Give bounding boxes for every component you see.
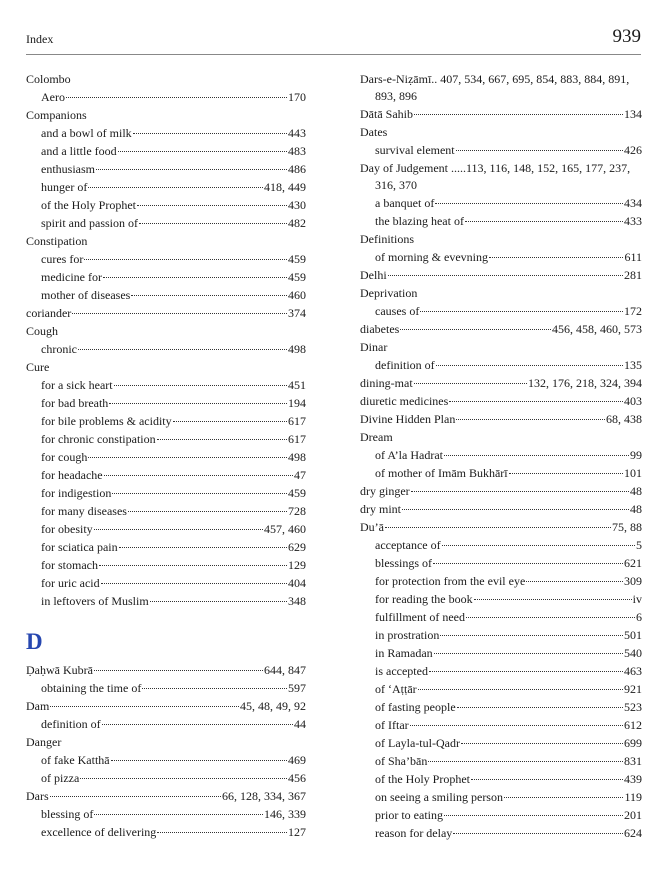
entry-term: reason for delay — [375, 826, 453, 840]
entry-pages: 374 — [288, 306, 306, 320]
dot-leader — [142, 688, 287, 689]
dot-leader — [526, 581, 623, 582]
dot-leader — [457, 707, 623, 708]
entry-pages: 403 — [624, 394, 642, 408]
dot-leader — [111, 760, 287, 761]
section-letter-d: D — [26, 629, 43, 654]
index-entry — [360, 106, 642, 123]
entry-pages: 463 — [624, 664, 642, 678]
dot-leader — [157, 832, 287, 833]
dot-leader — [509, 473, 623, 474]
index-subentry — [360, 447, 642, 464]
index-subentry — [360, 699, 642, 716]
dot-leader — [84, 259, 287, 260]
entry-pages: 469 — [288, 753, 306, 767]
entry-pages: 348 — [288, 594, 306, 608]
entry-pages: 439 — [624, 772, 642, 786]
entry-term: cures for — [41, 252, 84, 266]
entry-pages: 699 — [624, 736, 642, 750]
dot-leader — [109, 403, 287, 404]
entry-pages: 426 — [624, 143, 642, 157]
entry-term: for bad breath — [41, 396, 109, 410]
index-subentry — [26, 467, 306, 484]
dot-leader — [453, 833, 623, 834]
entry-term: definition of — [41, 717, 101, 731]
dot-leader — [414, 114, 623, 115]
entry-pages: 501 — [624, 628, 642, 642]
dot-leader — [385, 527, 611, 528]
entry-term: in prostration — [375, 628, 440, 642]
index-entry — [360, 321, 642, 338]
index-heading: Deprivation — [360, 286, 418, 300]
index-subentry — [26, 716, 306, 733]
dot-leader — [94, 814, 263, 815]
entry-pages: 101 — [624, 466, 642, 480]
entry-pages: 430 — [288, 198, 306, 212]
page-header — [26, 24, 641, 55]
entry-term: of ‘Aṭṭār — [375, 682, 417, 696]
dot-leader — [66, 97, 287, 98]
entry-pages: 44 — [294, 717, 306, 731]
entry-pages: 728 — [288, 504, 306, 518]
dot-leader — [411, 491, 629, 492]
index-subentry — [360, 735, 642, 752]
index-column-left — [26, 71, 306, 842]
index-subentry — [360, 249, 642, 266]
entry-term: dry ginger — [360, 484, 410, 498]
dot-leader — [436, 365, 623, 366]
entry-pages: 451 — [288, 378, 306, 392]
entry-pages: 617 — [288, 432, 306, 446]
index-heading: Cough — [26, 324, 59, 338]
entry-pages: 540 — [624, 646, 642, 660]
entry-pages: 134 — [624, 107, 642, 121]
dot-leader — [133, 133, 287, 134]
entry-pages: 129 — [288, 558, 306, 572]
entry-term: enthusiasm — [41, 162, 95, 176]
dot-leader — [442, 545, 635, 546]
index-entry — [360, 267, 642, 284]
entry-pages: 482 — [288, 216, 306, 230]
entry-term: medicine for — [41, 270, 102, 284]
entry-term: of mother of Imām Bukhārī — [375, 466, 508, 480]
entry-pages: 45, 48, 49, 92 — [240, 699, 306, 713]
dot-leader — [80, 778, 287, 779]
index-heading: Dates — [360, 125, 388, 139]
index-subentry — [26, 251, 306, 268]
entry-term: is accepted — [375, 664, 428, 678]
index-entry — [26, 788, 306, 805]
index-subentry — [26, 269, 306, 286]
index-subentry — [26, 89, 306, 106]
index-subentry — [26, 521, 306, 538]
entry-term: dry mint — [360, 502, 401, 516]
entry-term: for obesity — [41, 522, 93, 536]
index-subentry — [26, 539, 306, 556]
entry-term: for reading the book — [375, 592, 473, 606]
entry-pages: 99 — [630, 448, 642, 462]
entry-term: and a little food — [41, 144, 117, 158]
entry-pages: 612 — [624, 718, 642, 732]
entry-pages: 459 — [288, 252, 306, 266]
dot-leader — [119, 547, 287, 548]
index-subentry — [26, 413, 306, 430]
entry-term: for sciatica pain — [41, 540, 118, 554]
index-subentry — [360, 537, 642, 554]
dot-leader — [489, 257, 623, 258]
index-subentry — [360, 213, 642, 230]
dot-leader — [465, 221, 623, 222]
entry-term: Divine Hidden Plan — [360, 412, 456, 426]
index-subentry — [26, 377, 306, 394]
index-subentry — [360, 807, 642, 824]
index-subentry — [360, 753, 642, 770]
header-title: Index — [26, 32, 54, 46]
dot-leader — [102, 724, 293, 725]
entry-term: dining-mat — [360, 376, 413, 390]
entry-pages: 831 — [624, 754, 642, 768]
entry-pages: 127 — [288, 825, 306, 839]
dot-leader — [466, 617, 635, 618]
index-subentry — [360, 825, 642, 842]
entry-pages: 459 — [288, 270, 306, 284]
entry-pages: 486 — [288, 162, 306, 176]
dot-leader — [128, 511, 287, 512]
entry-term: of the Holy Prophet — [41, 198, 136, 212]
index-subentry — [360, 465, 642, 482]
entry-pages: 434 — [624, 196, 642, 210]
dot-leader — [157, 439, 287, 440]
dot-leader — [94, 529, 263, 530]
index-subentry — [26, 752, 306, 769]
entry-term: Dars — [26, 789, 49, 803]
entry-pages: 483 — [288, 144, 306, 158]
entry-pages: 433 — [624, 214, 642, 228]
entry-pages: 47 — [294, 468, 306, 482]
entry-term: hunger of — [41, 180, 88, 194]
index-subentry — [26, 770, 306, 787]
entry-pages: 459 — [288, 486, 306, 500]
entry-term: mother of diseases — [41, 288, 131, 302]
entry-term: for stomach — [41, 558, 98, 572]
entry-pages: 611 — [624, 250, 642, 264]
entry-term: of the Holy Prophet — [375, 772, 470, 786]
index-entry: Day of Judgement .....113, 116, 148, 152, 165, 177, 237, 316, 370 — [360, 161, 631, 192]
dot-leader — [101, 583, 287, 584]
index-entry — [360, 393, 642, 410]
entry-pages: 201 — [624, 808, 642, 822]
index-subentry — [26, 179, 306, 196]
entry-term: in Ramadan — [375, 646, 433, 660]
dot-leader — [461, 743, 623, 744]
entry-term: for chronic constipation — [41, 432, 156, 446]
dot-leader — [414, 383, 527, 384]
entry-term: acceptance of — [375, 538, 441, 552]
entry-pages: 48 — [630, 502, 642, 516]
index-entry — [360, 375, 642, 392]
entry-term: diabetes — [360, 322, 400, 336]
index-subentry — [26, 215, 306, 232]
entry-pages: 523 — [624, 700, 642, 714]
index-heading: Constipation — [26, 234, 88, 248]
entry-term: prior to eating — [375, 808, 443, 822]
index-entry — [26, 662, 306, 679]
entry-term: of fake Katthā — [41, 753, 110, 767]
entry-term: of morning & evevning — [375, 250, 488, 264]
entry-term: for a sick heart — [41, 378, 113, 392]
dot-leader — [402, 509, 629, 510]
dot-leader — [114, 385, 287, 386]
index-subentry — [360, 609, 642, 626]
entry-term: causes of — [375, 304, 420, 318]
entry-term: of Layla-tul-Qadr — [375, 736, 460, 750]
index-subentry — [26, 449, 306, 466]
dot-leader — [139, 223, 287, 224]
dot-leader — [131, 295, 287, 296]
entry-pages: iv — [632, 592, 642, 606]
index-entry — [360, 411, 642, 428]
entry-pages: 132, 176, 218, 324, 394 — [528, 376, 642, 390]
index-subentry — [360, 789, 642, 806]
dot-leader — [420, 311, 623, 312]
entry-pages: 644, 847 — [264, 663, 306, 677]
index-entry — [26, 698, 306, 715]
entry-term: Dātā Sahib — [360, 107, 413, 121]
entry-term: on seeing a smiling person — [375, 790, 503, 804]
entry-term: the blazing heat of — [375, 214, 464, 228]
entry-pages: 443 — [288, 126, 306, 140]
entry-term: definition of — [375, 358, 435, 372]
entry-term: blessing of — [41, 807, 94, 821]
index-subentry — [26, 593, 306, 610]
dot-leader — [444, 815, 623, 816]
entry-term: for protection from the evil eye — [375, 574, 526, 588]
entry-pages: 597 — [288, 681, 306, 695]
dot-leader — [104, 475, 293, 476]
index-block-d-continued — [360, 71, 642, 842]
entry-term: Ḍaḥwā Kubrā — [26, 663, 93, 677]
index-heading: Danger — [26, 735, 62, 749]
index-entry — [360, 501, 642, 518]
dot-leader — [440, 635, 623, 636]
entry-term: Dam — [26, 699, 50, 713]
entry-pages: 617 — [288, 414, 306, 428]
entry-pages: 281 — [624, 268, 642, 282]
entry-pages: 119 — [624, 790, 642, 804]
index-subentry — [360, 555, 642, 572]
index-subentry — [360, 771, 642, 788]
dot-leader — [435, 203, 623, 204]
entry-term: and a bowl of milk — [41, 126, 132, 140]
dot-leader — [103, 277, 287, 278]
index-subentry — [26, 197, 306, 214]
entry-pages: 621 — [624, 556, 642, 570]
index-subentry — [360, 663, 642, 680]
index-block-c — [26, 71, 306, 610]
index-entry: Dars-e-Niẓāmī.. 407, 534, 667, 695, 854, 883, 884, 891, 893, 896 — [360, 72, 630, 103]
index-subentry — [360, 645, 642, 662]
index-subentry — [360, 681, 642, 698]
entry-pages: 457, 460 — [264, 522, 306, 536]
index-subentry — [360, 627, 642, 644]
dot-leader — [471, 779, 623, 780]
entry-term: for headache — [41, 468, 103, 482]
index-subentry — [26, 824, 306, 841]
dot-leader — [504, 797, 623, 798]
entry-pages: 624 — [624, 826, 642, 840]
entry-term: for cough — [41, 450, 88, 464]
dot-leader — [474, 599, 632, 600]
entry-term: diuretic medicines — [360, 394, 449, 408]
index-subentry — [360, 591, 642, 608]
entry-term: for uric acid — [41, 576, 100, 590]
index-block-d — [26, 662, 306, 841]
entry-pages: 498 — [288, 450, 306, 464]
index-subentry — [26, 557, 306, 574]
index-subentry — [26, 806, 306, 823]
entry-pages: 194 — [288, 396, 306, 410]
entry-term: of A’la Hadrat — [375, 448, 443, 462]
entry-term: a banquet of — [375, 196, 435, 210]
entry-pages: 5 — [636, 538, 642, 552]
index-subentry — [26, 395, 306, 412]
index-heading: Colombo — [26, 72, 71, 86]
index-heading: Companions — [26, 108, 87, 122]
dot-leader — [99, 565, 287, 566]
index-subentry — [26, 341, 306, 358]
entry-pages: 309 — [624, 574, 642, 588]
entry-term: obtaining the time of — [41, 681, 142, 695]
entry-term: spirit and passion of — [41, 216, 138, 230]
index-subentry — [360, 142, 642, 159]
index-heading: Dinar — [360, 340, 388, 354]
dot-leader — [428, 761, 623, 762]
index-entry — [26, 305, 306, 322]
entry-term: in leftovers of Muslim — [41, 594, 149, 608]
dot-leader — [50, 796, 221, 797]
dot-leader — [456, 419, 605, 420]
dot-leader — [434, 653, 623, 654]
entry-term: of pizza — [41, 771, 80, 785]
entry-pages: 921 — [624, 682, 642, 696]
entry-pages: 172 — [624, 304, 642, 318]
dot-leader — [410, 725, 623, 726]
entry-term: Delhi — [360, 268, 387, 282]
index-subentry — [26, 161, 306, 178]
dot-leader — [456, 150, 623, 151]
dot-leader — [72, 313, 287, 314]
index-subentry — [360, 573, 642, 590]
dot-leader — [88, 457, 287, 458]
index-subentry — [360, 357, 642, 374]
index-heading: Dream — [360, 430, 393, 444]
dot-leader — [150, 601, 287, 602]
entry-term: of fasting people — [375, 700, 456, 714]
entry-pages: 418, 449 — [264, 180, 306, 194]
index-subentry — [360, 303, 642, 320]
index-subentry — [26, 680, 306, 697]
dot-leader — [429, 671, 623, 672]
index-subentry — [26, 431, 306, 448]
dot-leader — [112, 493, 287, 494]
entry-term: of Iftar — [375, 718, 409, 732]
dot-leader — [78, 349, 287, 350]
entry-pages: 6 — [636, 610, 642, 624]
dot-leader — [449, 401, 623, 402]
entry-pages: 75, 88 — [612, 520, 642, 534]
index-subentry — [360, 717, 642, 734]
entry-term: excellence of delivering — [41, 825, 157, 839]
index-subentry — [26, 503, 306, 520]
index-column-right — [360, 71, 642, 843]
index-subentry — [360, 195, 642, 212]
index-subentry — [26, 287, 306, 304]
dot-leader — [388, 275, 623, 276]
entry-pages: 456 — [288, 771, 306, 785]
dot-leader — [96, 169, 287, 170]
entry-pages: 404 — [288, 576, 306, 590]
entry-pages: 460 — [288, 288, 306, 302]
entry-term: for many diseases — [41, 504, 127, 518]
dot-leader — [444, 455, 629, 456]
entry-pages: 66, 128, 334, 367 — [222, 789, 306, 803]
entry-pages: 68, 438 — [606, 412, 642, 426]
entry-pages: 498 — [288, 342, 306, 356]
index-heading: Definitions — [360, 232, 414, 246]
entry-pages: 170 — [288, 90, 306, 104]
dot-leader — [173, 421, 287, 422]
dot-leader — [433, 563, 623, 564]
entry-term: of Sha’bān — [375, 754, 428, 768]
entry-term: for indigestion — [41, 486, 112, 500]
entry-pages: 456, 458, 460, 573 — [552, 322, 642, 336]
entry-term: fulfillment of need — [375, 610, 465, 624]
entry-pages: 135 — [624, 358, 642, 372]
entry-term: coriander — [26, 306, 72, 320]
dot-leader — [137, 205, 287, 206]
entry-term: Du’ā — [360, 520, 384, 534]
entry-pages: 629 — [288, 540, 306, 554]
index-subentry — [26, 143, 306, 160]
dot-leader — [94, 670, 263, 671]
entry-pages: 146, 339 — [264, 807, 306, 821]
dot-leader — [400, 329, 551, 330]
entry-term: for bile problems & acidity — [41, 414, 172, 428]
index-entry — [360, 483, 642, 500]
dot-leader — [50, 706, 239, 707]
entry-term: chronic — [41, 342, 77, 356]
entry-term: blessings of — [375, 556, 432, 570]
entry-term: Aero — [41, 90, 65, 104]
index-subentry — [26, 485, 306, 502]
dot-leader — [88, 187, 263, 188]
index-heading: Cure — [26, 360, 50, 374]
index-subentry — [26, 125, 306, 142]
page-number: 939 — [612, 26, 641, 47]
entry-term: survival element — [375, 143, 455, 157]
dot-leader — [118, 151, 287, 152]
dot-leader — [418, 689, 623, 690]
index-entry — [360, 519, 642, 536]
entry-pages: 48 — [630, 484, 642, 498]
index-subentry — [26, 575, 306, 592]
